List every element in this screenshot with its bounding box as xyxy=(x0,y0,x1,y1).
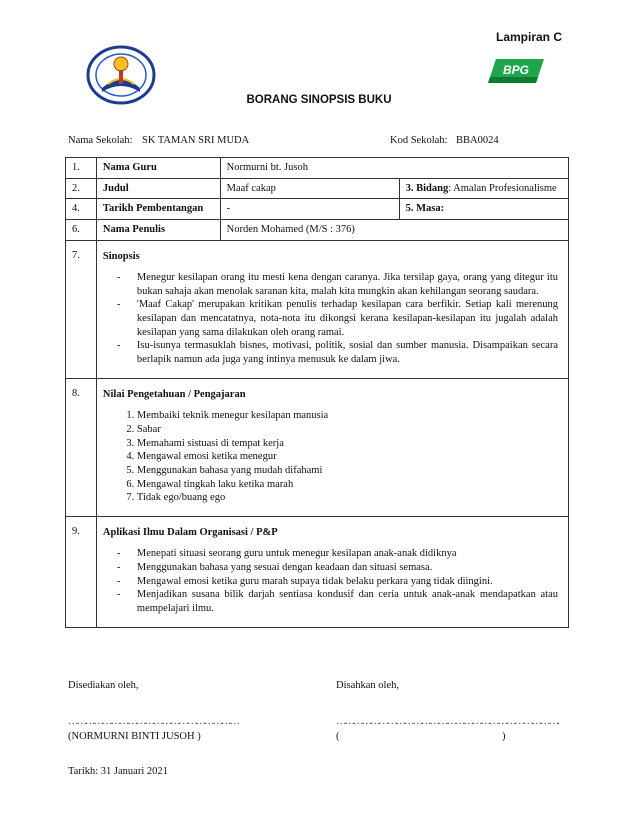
list-item: - Menggunakan bahasa yang sesuai dengan keadaan dan situasi semasa. xyxy=(103,561,558,575)
field-label-nama-guru: Nama Guru xyxy=(96,158,220,179)
signature-line-left: …………………………………………………… xyxy=(68,716,238,727)
field-label-masa: 5. Masa: xyxy=(399,199,568,220)
prepared-name: (NORMURNI BINTI JUSOH ) xyxy=(68,731,201,742)
bpg-logo xyxy=(488,57,544,85)
approved-by-label: Disahkan oleh, xyxy=(336,680,399,691)
aplikasi-cell xyxy=(96,516,568,627)
nilai-list xyxy=(103,409,562,504)
sinopsis-list xyxy=(103,271,558,366)
row-number: 6. xyxy=(66,219,97,240)
field-label-tarikh: Tarikh Pembentangan xyxy=(96,199,220,220)
table-row xyxy=(66,158,569,179)
bpg-logo-text: BPG xyxy=(502,63,530,77)
field-label-bidang: 3. Bidang xyxy=(405,182,449,194)
list-item: 5. Menggunakan bahasa yang mudah difahami xyxy=(137,464,562,478)
synopsis-table xyxy=(65,157,569,628)
section-title-sinopsis: Sinopsis xyxy=(102,250,140,262)
table-row xyxy=(66,178,569,199)
list-item: - Menjadikan susana bilik darjah sentiasa kondusif dan ceria untuk anak-anak mendapatkan atau mempelajari ilmu. xyxy=(103,588,558,615)
list-item: - 'Maaf Cakap' merupakan kritikan penulis terhadap kesilapan cara berfikir. Setiap kali merenung kesilapan dan mencatatnya, nota-nota itu dikongsi kerana kesilapan-kesilapan itu jugalah adalah kesilapan yang sama dilakukan oleh orang ramai. xyxy=(103,298,558,339)
prepared-by-label: Disediakan oleh, xyxy=(68,680,139,691)
row-number: 8. xyxy=(66,378,97,516)
field-label-nama-penulis: Nama Penulis xyxy=(96,219,220,240)
list-item: 7. Tidak ego/buang ego xyxy=(137,491,562,505)
section-title-aplikasi: Aplikasi Ilmu Dalam Organisasi / P&P xyxy=(102,526,278,538)
field-value-nama-guru: Normurni bt. Jusoh xyxy=(220,158,568,179)
approved-name-open: ( xyxy=(336,731,340,742)
list-item: - Mengawal emosi ketika guru marah supaya tidak belaku perkara yang tidak diingini. xyxy=(103,575,558,589)
row-number: 2. xyxy=(66,178,97,199)
field-value-tarikh: - xyxy=(220,199,399,220)
table-row xyxy=(66,240,569,378)
school-name-label: Nama Sekolah: xyxy=(68,135,133,146)
field-value-nama-penulis: Norden Mohamed (M/S : 376) xyxy=(220,219,568,240)
list-item: 4. Mengawal emosi ketika menegur xyxy=(137,450,562,464)
table-row xyxy=(66,516,569,627)
field-label-judul: Judul xyxy=(96,178,220,199)
field-value-judul: Maaf cakap xyxy=(220,178,399,199)
table-row xyxy=(66,378,569,516)
list-item: - Menepati situasi seorang guru untuk menegur kesilapan anak-anak didiknya xyxy=(103,547,558,561)
row-number: 7. xyxy=(66,240,97,378)
list-item: - Menegur kesilapan orang itu mesti kena dengan caranya. Jika tersilap gaya, orang yang ditegur itu bukan sahaja akan menolak saranan kita, malah kita mungkin akan kehilangan seorang saudara. xyxy=(103,271,558,298)
list-item: 3. Memahami sistuasi di tempat kerja xyxy=(137,437,562,451)
list-item: 1. Membaiki teknik menegur kesilapan manusia xyxy=(137,409,562,423)
aplikasi-list xyxy=(103,547,558,615)
sinopsis-cell xyxy=(96,240,568,378)
school-code-label: Kod Sekolah: xyxy=(390,135,448,146)
date-line: Tarikh: 31 Januari 2021 xyxy=(68,766,168,777)
approved-name-close: ) xyxy=(502,731,506,742)
list-item: 6. Mengawal tingkah laku ketika marah xyxy=(137,478,562,492)
form-title: BORANG SINOPSIS BUKU xyxy=(246,94,392,106)
nilai-cell xyxy=(96,378,568,516)
row-number: 1. xyxy=(66,158,97,179)
list-item: - Isu-isunya termasuklah bisnes, motivasi, politik, sosial dan sumber manusia. Disampaikan secara berlapik namun ada juga yang intinya menusuk ke dalam jiwa. xyxy=(103,339,558,366)
row-number: 9. xyxy=(66,516,97,627)
row-number: 4. xyxy=(66,199,97,220)
lampiran-label: Lampiran C xyxy=(495,30,562,44)
school-name-value: SK TAMAN SRI MUDA xyxy=(142,135,250,146)
field-bidang xyxy=(399,178,568,199)
signature-line-right: ……………………………………………………………………. xyxy=(336,716,558,727)
field-value-bidang: : Amalan Profesionalisme xyxy=(448,182,557,194)
school-code-value: BBA0024 xyxy=(456,135,499,146)
list-item: 2. Sabar xyxy=(137,423,562,437)
table-row xyxy=(66,219,569,240)
table-row xyxy=(66,199,569,220)
section-title-nilai: Nilai Pengetahuan / Pengajaran xyxy=(102,388,246,400)
